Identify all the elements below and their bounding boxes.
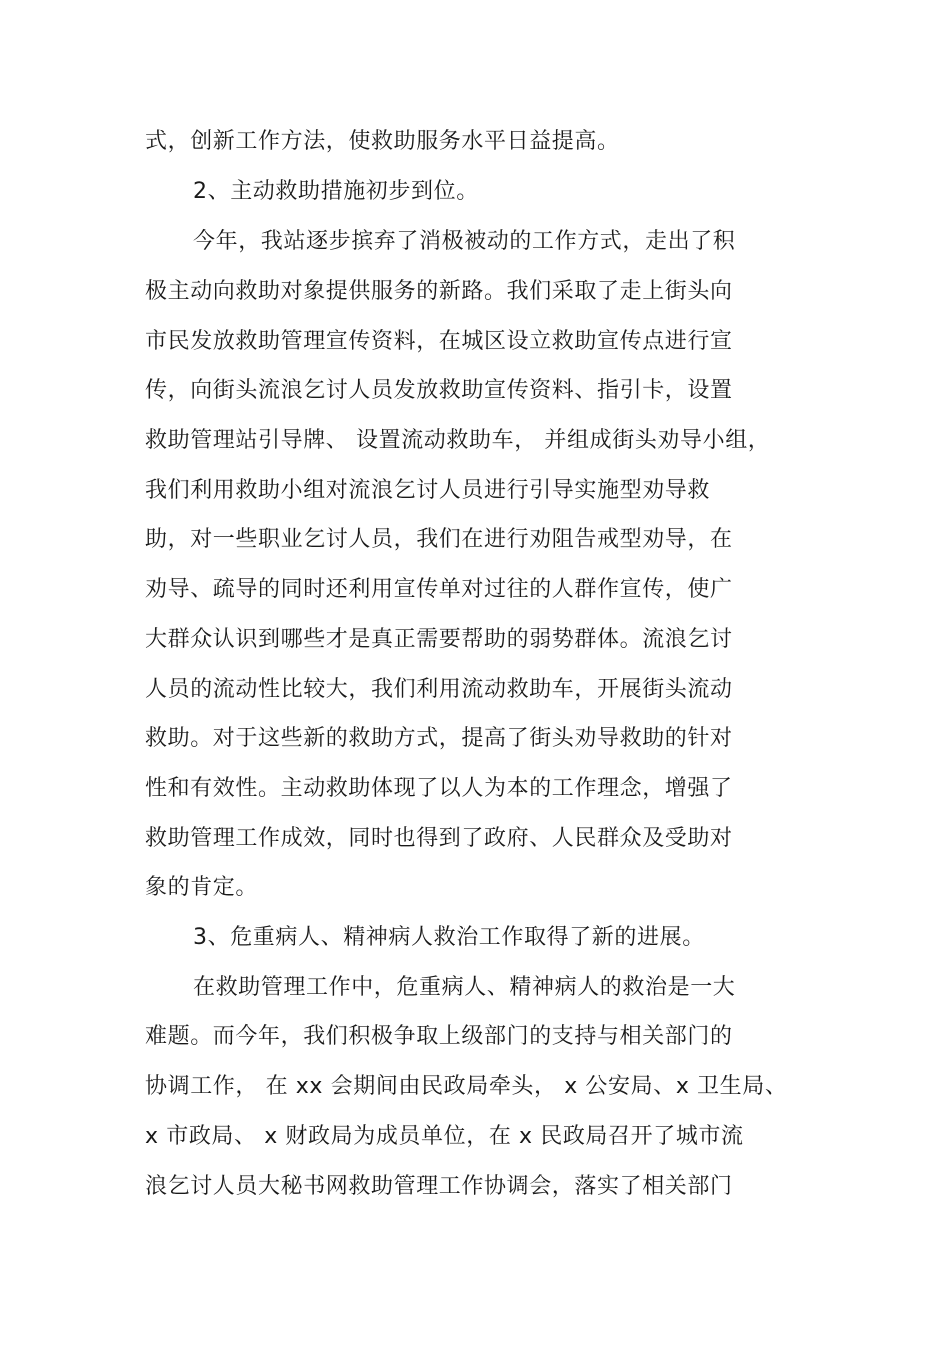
text-line: x 市政局、 x 财政局为成员单位，在 x 民政局召开了城市流 [145, 1124, 744, 1149]
text-line: 大群众认识到哪些才是真正需要帮助的弱势群体。流浪乞讨 [145, 627, 733, 652]
text-line: 传，向街头流浪乞讨人员发放救助宣传资料、指引卡，设置 [145, 378, 733, 403]
text-line: 性和有效性。主动救助体现了以人为本的工作理念，增强了 [145, 776, 733, 801]
text-line: 极主动向救助对象提供服务的新路。我们采取了走上街头向 [145, 279, 733, 304]
text-line: 协调工作， 在 xx 会期间由民政局牵头， x 公安局、x 卫生局、 [145, 1074, 788, 1099]
text-line: 救助管理站引导牌、 设置流动救助车， 并组成街头劝导小组， [145, 428, 771, 453]
section-heading: 2、主动救助措施初步到位。 [193, 179, 479, 204]
text-line: 象的肯定。 [145, 875, 259, 900]
text-line: 助，对一些职业乞讨人员，我们在进行劝阻告戒型劝导，在 [145, 527, 733, 552]
text-line: 我们利用救助小组对流浪乞讨人员进行引导实施型劝导救 [145, 478, 711, 503]
text-line: 在救助管理工作中，危重病人、精神病人的救治是一大 [193, 975, 736, 1000]
text-line: 市民发放救助管理宣传资料，在城区设立救助宣传点进行宣 [145, 329, 733, 354]
text-line: 浪乞讨人员大秘书网救助管理工作协调会，落实了相关部门 [145, 1174, 733, 1199]
text-line: 救助管理工作成效，同时也得到了政府、人民群众及受助对 [145, 826, 733, 851]
text-line: 劝导、疏导的同时还利用宣传单对过往的人群作宣传，使广 [145, 577, 733, 602]
text-line: 难题。而今年，我们积极争取上级部门的支持与相关部门的 [145, 1024, 733, 1049]
text-line: 式，创新工作方法，使救助服务水平日益提高。 [145, 129, 620, 154]
text-line: 救助。对于这些新的救助方式，提高了街头劝导救助的针对 [145, 726, 733, 751]
text-line: 今年，我站逐步摈弃了消极被动的工作方式，走出了积 [193, 229, 736, 254]
text-line: 人员的流动性比较大，我们利用流动救助车，开展街头流动 [145, 677, 733, 702]
section-heading: 3、危重病人、精神病人救治工作取得了新的进展。 [193, 925, 705, 950]
